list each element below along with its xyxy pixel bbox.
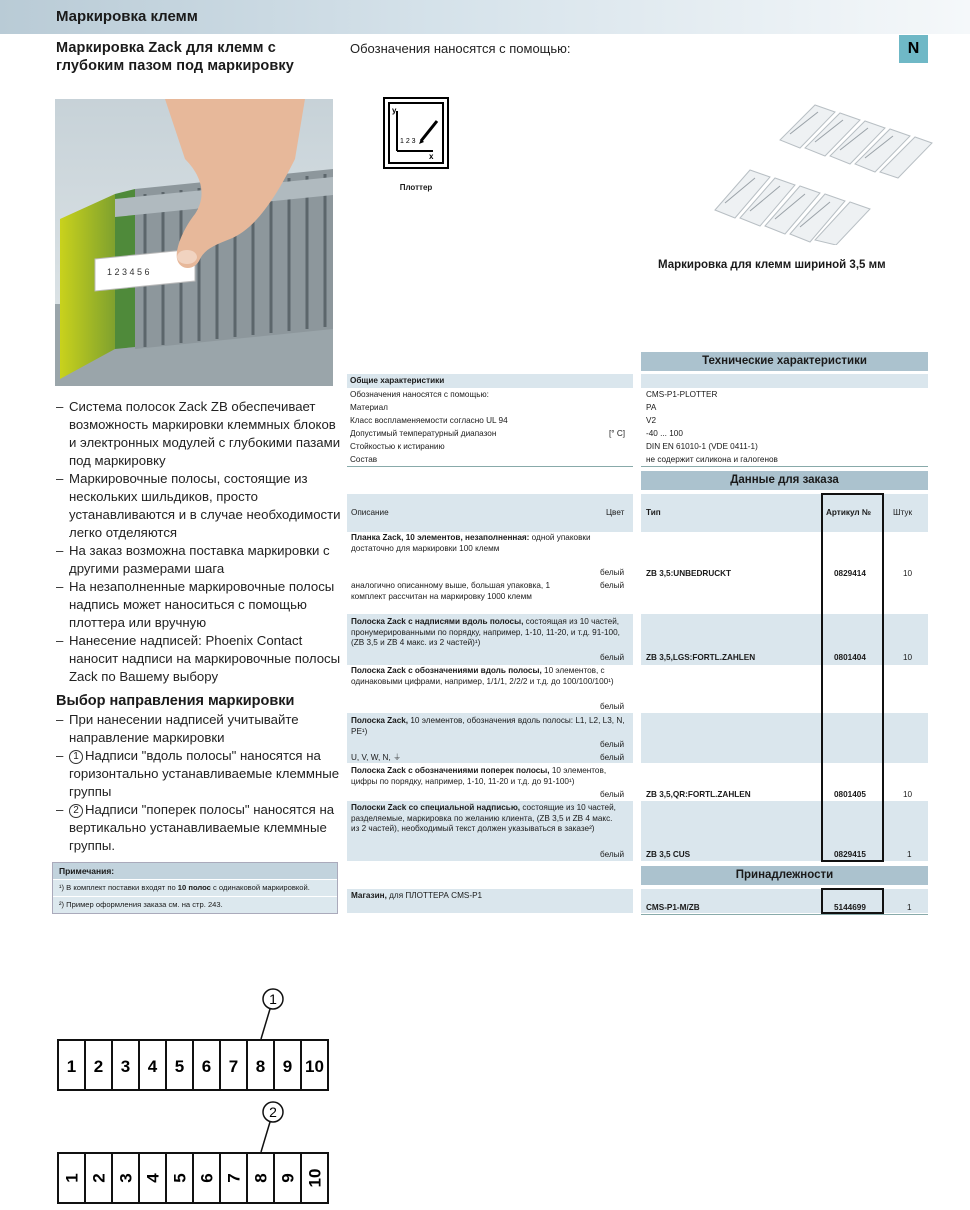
tech-row-value: V2 <box>646 416 657 425</box>
callout-1 <box>261 989 283 1039</box>
order-qty: 1 <box>907 850 912 859</box>
tech-general-value-bar <box>641 374 928 388</box>
direction-title: Выбор направления маркировки <box>56 693 295 709</box>
callout-number: 2 <box>69 804 83 818</box>
note-2: ²) Пример оформления заказа см. на стр. 243. <box>53 896 337 913</box>
accessory-desc: Магазин, для ПЛОТТЕРА CMS-P1 <box>351 891 483 900</box>
tech-row-value: CMS-P1-PLOTTER <box>646 390 718 399</box>
svg-text:9: 9 <box>278 1173 298 1183</box>
order-color: белый <box>600 850 625 859</box>
svg-text:4: 4 <box>147 1057 158 1076</box>
order-col-header-bar <box>641 494 928 532</box>
col-desc: Описание <box>351 508 389 517</box>
svg-text:7: 7 <box>228 1057 239 1076</box>
col-type: Тип <box>646 508 661 517</box>
svg-text:1 2 3: 1 2 3 <box>400 138 416 145</box>
svg-text:1: 1 <box>66 1057 77 1076</box>
feature-list <box>56 398 341 855</box>
product-caption: Маркировка для клемм шириной 3,5 мм <box>658 259 886 271</box>
order-qty: 10 <box>903 653 913 662</box>
order-color: белый <box>600 740 625 749</box>
order-col-header-bar <box>347 494 633 532</box>
order-article: 0829415 <box>834 850 866 859</box>
plotter-label: Плоттер <box>399 183 433 192</box>
photo-strip-digits: 1 2 3 4 5 6 <box>107 267 150 277</box>
tech-row-label: Стойкостью к истиранию <box>350 442 445 451</box>
note-1: ¹) В комплект поставки входят по 10 полос с одинаковой маркировкой. <box>53 879 337 896</box>
feature-item: – На заказ возможна поставка маркировки с другими размерами шага <box>56 542 341 578</box>
accessory-qty: 1 <box>907 903 912 912</box>
svg-text:y: y <box>392 106 397 115</box>
tech-bottom-rule <box>347 466 633 467</box>
feature-item: – Маркировочные полосы, состоящие из нескольких шильдиков, просто устанавливаются и в случае необходимости легко отделяются <box>56 470 341 542</box>
strip-horizontal <box>58 1040 328 1090</box>
tech-row-value: PA <box>646 403 657 412</box>
svg-text:3: 3 <box>120 1057 131 1076</box>
order-color: белый <box>600 702 625 711</box>
order-desc: Полоска Zack с обозначениями вдоль полосы, 10 элементов, с одинаковыми цифрами, например, 1/1/1, 2/2/2 и т.д. до 100/100/100¹) <box>351 666 614 686</box>
svg-text:6: 6 <box>201 1057 212 1076</box>
order-color: белый <box>600 581 625 590</box>
plotter-icon <box>383 97 449 169</box>
order-color: белый <box>600 653 625 662</box>
col-article: Артикул № <box>826 508 871 517</box>
order-desc: Полоска Zack с обозначениями поперек полосы, 10 элементов, цифры по порядку, например, 1-10, 11-20 и т.д. до 91-100¹) <box>351 766 607 786</box>
order-desc: Полоска Zack с надписями вдоль полосы, состоящая из 10 частей, пронумерированными по порядку, например, 1-10, 11-20, и т.д. 91-100, (ZB 3,5 и ZB 4 макс. из 2 частей)¹) <box>351 617 620 647</box>
svg-text:5: 5 <box>174 1057 185 1076</box>
feature-item: – Система полосок Zack ZB обеспечивает возможность маркировки клеммных блоков и электронных модулей с глубокими пазами под маркировку <box>56 398 341 470</box>
svg-text:8: 8 <box>255 1057 266 1076</box>
order-type: ZB 3,5,QR:FORTL.ZAHLEN <box>646 790 751 799</box>
direction-item: – 2 Надписи "поперек полосы" наносятся на вертикально устанавливаемые клеммные группы. <box>56 801 341 855</box>
tech-row-label: Класс воспламеняемости согласно UL 94 <box>350 416 508 425</box>
svg-text:1: 1 <box>62 1173 82 1183</box>
order-desc: Полоски Zack со специальной надписью, состоящие из 10 частей, разделяемые, маркировка по желанию клиента, (ZB 3,5 и ZB 4 макс. из 2 частей), необходимый текст должен указываться в заказе²) <box>351 803 616 833</box>
svg-text:10: 10 <box>305 1168 325 1188</box>
order-qty: 10 <box>903 569 913 578</box>
tech-row-label: Состав <box>350 455 378 464</box>
tech-row-label: Материал <box>350 403 388 412</box>
svg-text:4: 4 <box>143 1173 163 1183</box>
section-badge: N <box>899 35 928 63</box>
main-title: Маркировка Zack для клемм с глубоким пазом под маркировку <box>56 40 294 74</box>
svg-text:3: 3 <box>116 1173 136 1183</box>
order-row-bg <box>641 713 928 763</box>
svg-text:2: 2 <box>93 1057 104 1076</box>
svg-text:2: 2 <box>89 1173 109 1183</box>
order-article: 0801404 <box>834 653 866 662</box>
order-color: белый <box>600 568 625 577</box>
accessory-bottom-rule <box>641 914 928 915</box>
marker-strips-picture <box>710 100 935 245</box>
tech-row-value: DIN EN 61010-1 (VDE 0411-1) <box>646 442 758 451</box>
order-desc: Планка Zack, 10 элементов, незаполненная: одной упаковки достаточно для маркировки 100 клемм <box>351 533 591 553</box>
svg-text:8: 8 <box>251 1173 271 1183</box>
svg-text:9: 9 <box>282 1057 293 1076</box>
svg-text:7: 7 <box>224 1173 244 1183</box>
order-type: ZB 3,5,LGS:FORTL.ZAHLEN <box>646 653 756 662</box>
tech-specs-header: Технические характеристики <box>641 352 928 371</box>
svg-text:5: 5 <box>170 1173 190 1183</box>
terminal-blocks-photo <box>55 99 333 386</box>
feature-item: – Нанесение надписей: Phoenix Contact наносит надписи на маркировочные полосы Zack по Вашему выбору <box>56 632 341 686</box>
intro-text: Обозначения наносятся с помощью: <box>350 41 571 56</box>
order-article: 0829414 <box>834 569 866 578</box>
notes-box <box>52 862 338 914</box>
tech-bottom-rule <box>641 466 928 467</box>
svg-text:6: 6 <box>197 1173 217 1183</box>
order-data-header: Данные для заказа <box>641 471 928 490</box>
callout-number: 1 <box>69 750 83 764</box>
col-color: Цвет <box>606 508 625 517</box>
tech-row-value: не содержит силикона и галогенов <box>646 455 778 464</box>
order-color: белый <box>600 790 625 799</box>
svg-text:2: 2 <box>269 1104 277 1120</box>
order-desc: аналогично описанному выше, большая упаковка, 1 комплект рассчитан на маркировку 1000 клемм <box>351 581 551 601</box>
accessory-article-frame <box>821 888 884 914</box>
svg-text:x: x <box>429 152 434 161</box>
order-desc: Полоска Zack, 10 элементов, обозначения вдоль полосы: L1, L2, L3, N, PE¹) <box>351 716 625 736</box>
accessory-article: 5144699 <box>834 903 866 912</box>
direction-item: – 1 Надписи "вдоль полосы" наносятся на горизонтально устанавливаемые клеммные группы <box>56 747 341 801</box>
feature-item: – На незаполненные маркировочные полосы надпись может наноситься с помощью плоттера или вручную <box>56 578 341 632</box>
tech-general-heading: Общие характеристики <box>350 376 445 385</box>
tech-row-value: -40 ... 100 <box>646 429 683 438</box>
col-qty: Штук <box>893 508 913 517</box>
tech-row-label: Допустимый температурный диапазон <box>350 429 497 438</box>
order-color: белый <box>600 753 625 762</box>
accessories-header: Принадлежности <box>641 866 928 885</box>
callout-2 <box>261 1102 283 1152</box>
marking-direction-diagram <box>56 985 336 1210</box>
tech-row-unit: [° C] <box>609 429 626 438</box>
order-type: ZB 3,5 CUS <box>646 850 691 859</box>
notes-title: Примечания: <box>53 863 337 879</box>
accessory-type: CMS-P1-M/ZB <box>646 903 700 912</box>
svg-text:10: 10 <box>305 1057 324 1076</box>
page-header-title: Маркировка клемм <box>56 8 198 25</box>
strip-vertical <box>58 1153 328 1203</box>
order-article: 0801405 <box>834 790 866 799</box>
direction-item: – При нанесении надписей учитывайте направление маркировки <box>56 711 341 747</box>
article-column-frame <box>821 493 884 862</box>
tech-row-label: Обозначения наносятся с помощью: <box>350 390 489 399</box>
order-desc: U, V, W, N, ⏚ <box>351 753 402 762</box>
order-qty: 10 <box>903 790 913 799</box>
svg-text:1: 1 <box>269 991 277 1007</box>
order-type: ZB 3,5:UNBEDRUCKT <box>646 569 732 578</box>
